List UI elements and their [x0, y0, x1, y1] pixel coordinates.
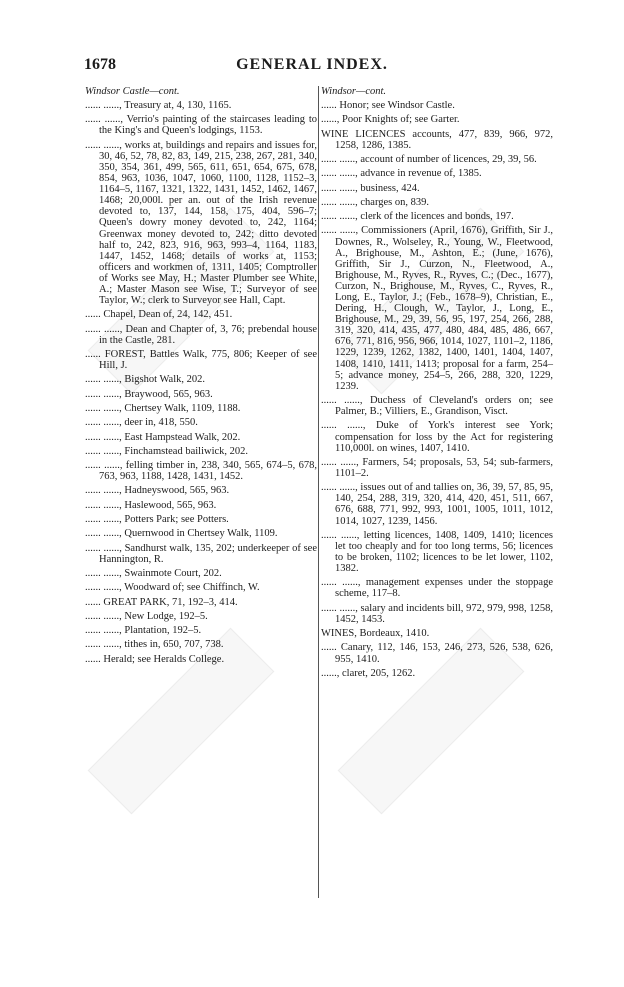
index-entry: ...... ......, Braywood, 565, 963. — [85, 388, 213, 400]
index-entry: ...... ......, Swainmote Court, 202. — [85, 567, 222, 579]
index-entry: ...... ......, tithes in, 650, 707, 738. — [85, 639, 224, 651]
index-entry: ...... ......, Haslewood, 565, 963. — [85, 499, 217, 511]
index-entry: ...... Chapel, Dean of, 24, 142, 451. — [85, 309, 233, 321]
index-entry: ...... ......, Hadneyswood, 565, 963. — [85, 485, 230, 497]
index-entry: ...... ......, East Hampstead Walk, 202. — [85, 431, 241, 443]
index-entry: ...... ......, Woodward of; see Chiffinch, W. — [85, 582, 260, 594]
index-entry: WINES, Bordeaux, 1410. — [321, 628, 430, 640]
left-column — [85, 86, 317, 668]
right-column — [321, 86, 553, 682]
index-entry: ......, Poor Knights of; see Garter. — [321, 114, 460, 126]
page-header — [0, 56, 624, 80]
index-entry: ...... ......, advance in revenue of, 1385. — [321, 168, 482, 180]
index-entry: ...... ......, Sandhurst walk, 135, 202; underkeeper of see Hannington, R. — [85, 542, 317, 565]
index-entry: WINE LICENCES accounts, 477, 839, 966, 972, 1258, 1286, 1385. — [321, 128, 553, 151]
index-entry: ...... ......, Plantation, 192–5. — [85, 625, 202, 637]
index-entry: ...... ......, letting licences, 1408, 1409, 1410; licences let too cheaply and for too long terms, 56; licences to be broken, 1102; licences to be let lower, 1102, 1382. — [321, 529, 553, 575]
index-entry: ...... ......, Potters Park; see Potters. — [85, 514, 229, 525]
index-entry: ...... ......, Finchamstead bailiwick, 202. — [85, 445, 249, 457]
index-entry: ...... ......, Farmers, 54; proposals, 53, 54; sub-farmers, 1101–2. — [321, 456, 553, 479]
index-entry: ...... ......, Chertsey Walk, 1109, 1188. — [85, 402, 241, 414]
index-entry: ...... FOREST, Battles Walk, 775, 806; Keeper of see Hill, J. — [85, 349, 317, 372]
index-entry: ...... ......, Treasury at, 4, 130, 1165. — [85, 100, 232, 112]
page-number: 1678 — [84, 56, 116, 73]
index-entry: ...... Herald; see Heralds College. — [85, 653, 225, 665]
index-entry: ...... ......, issues out of and tallies on, 36, 39, 57, 85, 95, 140, 254, 288, 319, 320, 414, 420, 451, 511, 667, 676, 688, 771, 992, 993, 1001, 1005, 1011, 1012, 1014, 1027, 1239, 1456. — [321, 482, 553, 527]
index-entry: ...... ......, Commissioners (April, 1676), Griffith, Sir J., Downes, R., Wolseley, R., Young, W., Fleetwood, A., Brighouse, M., Ashton, E.; (June, 1676), Griffith, Sir J., Curzon, N., Fleetwood, A., Brighouse, M., Ryves, R., Ryves, C.; (Dec., 1677), Curzon, N., Brighouse, M., Ryves, C., Ryves, R., Long, E., Taylor, J.; (Feb., 1678–9), Christian, E., Dering, H., Clough, W., Taylor, J., Long, E., Brighouse, M., 29, 39, 56, 95, 197, 254, 266, 288, 319, 320, 414, 435, 477, 480, 484, 485, 486, 667, 676, 771, 816, 956, 966, 1014, 1027, 1101–2, 1186, 1229, 1239, 1262, 1382, 1400, 1401, 1404, 1407, 1408, 1410, 1411, 1413; proposal for a farm, 254–5; advance money, 254–5, 266, 288, 320, 1229, 1239. — [321, 225, 553, 392]
index-entry: ...... ......, Verrio's painting of the staircases leading to the King's and Queen's lodgings, 1153. — [85, 114, 317, 137]
index-entry: ...... ......, management expenses under the stoppage scheme, 117–8. — [321, 577, 553, 600]
index-entry: ...... ......, works at, buildings and repairs and issues for, 30, 46, 52, 78, 82, 83, 149, 215, 238, 267, 281, 340, 350, 354, 361, 499, 565, 611, 651, 654, 675, 678, 854, 963, 1036, 1047, 1060, 1100, 1128, 1152–3, 1164–5, 1167, 1321, 1322, 1431, 1452, 1462, 1467, 1468; 20,000l. per an. out of the Irish revenue devoted to, 137, 144, 158, 175, 404, 596–7; Queen's dowry money devoted to, 242, 1164; Greenwax money devoted to, 242; ditto devoted half to, 242, 823, 916, 963, 993–4, 1164, 1183, 1447, 1452, 1468; details of works at, 1153; officers and workmen of, 1311, 1405; Comptroller of Works see May, H.; Master Plumber see White, A.; Master Mason see Wise, T.; Surveyor of see Taylor, W.; clerk to Surveyor see Hall, Capt. — [85, 139, 317, 307]
index-entry: ...... ......, Dean and Chapter of, 3, 76; prebendal house in the Castle, 281. — [85, 323, 317, 346]
page-title: GENERAL INDEX. — [236, 56, 388, 73]
index-entry: ...... Honor; see Windsor Castle. — [321, 100, 455, 112]
index-entry: ...... ......, New Lodge, 192–5. — [85, 610, 208, 622]
column-heading: Windsor Castle—cont. — [85, 86, 180, 97]
column-heading: Windsor—cont. — [321, 86, 387, 97]
column-divider — [318, 86, 319, 898]
index-entry: ...... ......, Duke of York's interest see York; compensation for loss by the Act for registering 110,000l. on wines, 1407, 1410. — [321, 420, 553, 454]
index-entry: ...... ......, salary and incidents bill, 972, 979, 998, 1258, 1452, 1453. — [321, 602, 553, 625]
index-entry: ...... ......, deer in, 418, 550. — [85, 417, 198, 429]
index-entry: ...... ......, account of number of licences, 29, 39, 56. — [321, 154, 537, 166]
index-entry: ...... Canary, 112, 146, 153, 246, 273, 526, 538, 626, 955, 1410. — [321, 642, 553, 665]
index-entry: ...... ......, Bigshot Walk, 202. — [85, 374, 206, 386]
index-entry: ...... ......, charges on, 839. — [321, 196, 429, 208]
index-entry: ...... ......, Duchess of Cleveland's orders on; see Palmer, B.; Villiers, E., Grandison, Visct. — [321, 395, 553, 418]
index-entry: ...... ......, clerk of the licences and bonds, 197. — [321, 211, 514, 223]
index-entry: ...... ......, Quernwood in Chertsey Walk, 1109. — [85, 528, 278, 540]
index-entry: ...... ......, business, 424. — [321, 182, 420, 194]
index-entry: ...... GREAT PARK, 71, 192–3, 414. — [85, 596, 238, 608]
index-entry: ...... ......, felling timber in, 238, 340, 565, 674–5, 678, 763, 963, 1188, 1428, 1431, 1452. — [85, 460, 317, 483]
index-entry: ......, claret, 205, 1262. — [321, 667, 416, 679]
